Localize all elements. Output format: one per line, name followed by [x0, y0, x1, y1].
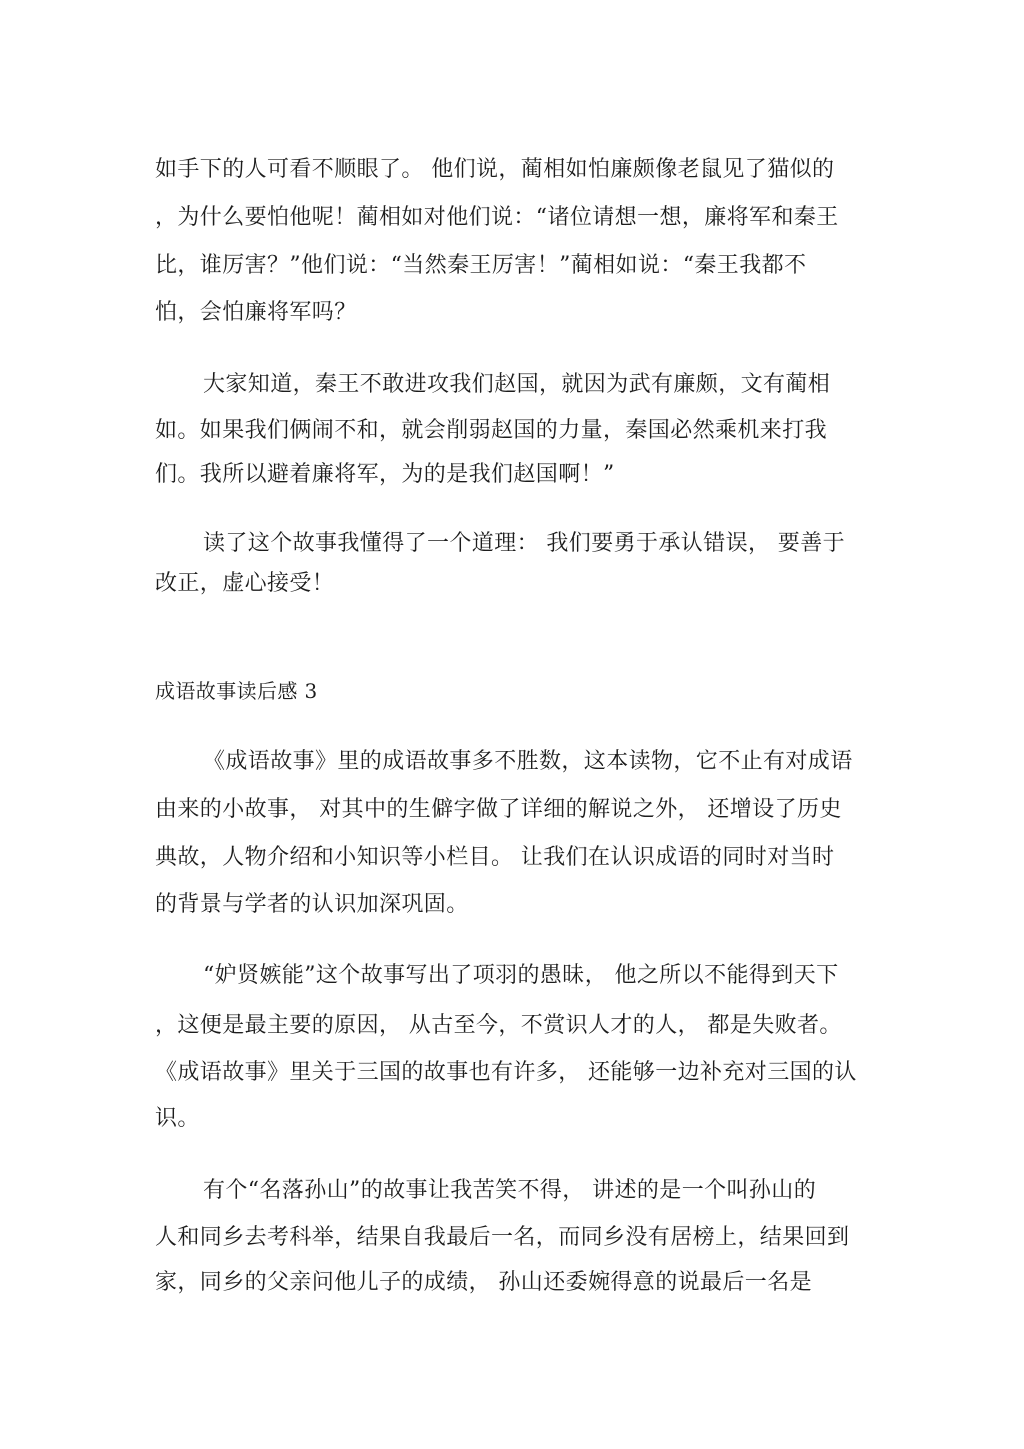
- text-line: 《成语故事》里关于三国的故事也有许多， 还能够一边补充对三国的认: [155, 1060, 857, 1085]
- text-line: 改正，虚心接受！: [155, 571, 335, 596]
- text-line: 比，谁厉害？”他们说：“当然秦王厉害！”蔺相如说：“秦王我都不: [155, 253, 807, 278]
- text-line: 如。如果我们俩闹不和，就会削弱赵国的力量，秦国必然乘机来打我: [155, 418, 828, 443]
- text-line: 读了这个故事我懂得了一个道理： 我们要勇于承认错误， 要善于: [203, 531, 845, 556]
- text-line: 们。我所以避着廉将军，为的是我们赵国啊！”: [155, 462, 615, 487]
- text-line: 人和同乡去考科举，结果自我最后一名，而同乡没有居榜上，结果回到: [155, 1225, 850, 1250]
- text-line: 识。: [155, 1106, 200, 1131]
- text-line: 家，同乡的父亲问他儿子的成绩， 孙山还委婉得意的说最后一名是: [155, 1270, 812, 1295]
- text-line: “妒贤嫉能”这个故事写出了项羽的愚昧， 他之所以不能得到天下: [203, 963, 839, 988]
- text-line: ，这便是最主要的原因， 从古至今，不赏识人才的人， 都是失败者。: [155, 1013, 842, 1038]
- text-line: 由来的小故事， 对其中的生僻字做了详细的解说之外， 还增设了历史: [155, 797, 842, 822]
- text-line: 大家知道，秦王不敢进攻我们赵国，就因为武有廉颇，文有蔺相: [203, 372, 831, 397]
- text-line: 的背景与学者的认识加深巩固。: [155, 892, 469, 917]
- text-line: 典故，人物介绍和小知识等小栏目。 让我们在认识成语的同时对当时: [155, 845, 835, 870]
- section-heading: 成语故事读后感 3: [155, 679, 318, 703]
- text-line: 有个“名落孙山”的故事让我苦笑不得， 讲述的是一个叫孙山的: [203, 1178, 817, 1203]
- text-line: 怕，会怕廉将军吗？: [155, 300, 357, 325]
- text-line: 《成语故事》里的成语故事多不胜数，这本读物，它不止有对成语: [203, 749, 853, 774]
- text-line: ，为什么要怕他呢！蔺相如对他们说：“诸位请想一想，廉将军和秦王: [155, 205, 839, 230]
- text-line: 如手下的人可看不顺眼了。 他们说，蔺相如怕廉颇像老鼠见了猫似的: [155, 157, 835, 182]
